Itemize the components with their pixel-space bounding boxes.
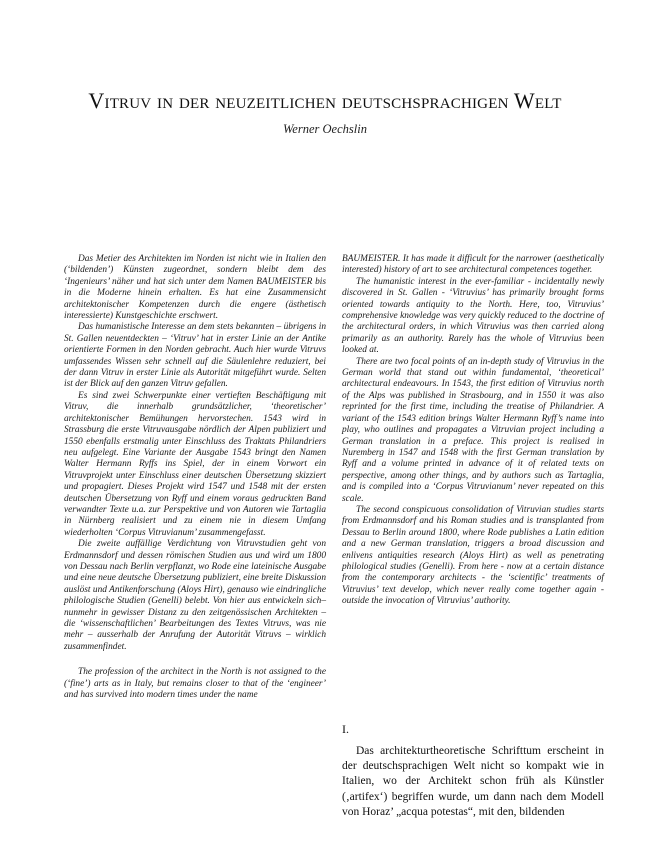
abstract-column-right: [342, 254, 604, 608]
abstract-de-paragraph: Die zweite auffällige Verdichtung von Vitruvstudien geht von Erdmannsdorf und dessen römischen Studien aus und wird um 1800 von Dessau nach Berlin verpflanzt, wo Rode eine lateinische Ausgabe und eine neue deutsche Übersetzung publiziert, eine breite Diskussion auslöst und Antikenforschung (Aloys Hirt), genauso wie eindringliche philologische Studien (Genelli) belebt. Von hier aus entwickeln sich– nunmehr in gewisser Distanz zu den zeitgenössischen Architekten – die ‘wissenschaftlichen’ Bearbeitungen des Textes Vitruvs, was nie mehr – ausserhalb der Anrufung der Autorität Vitruvs – wirklich zusammenfindet.: [64, 539, 327, 652]
abstract-de-paragraph: Das Metier des Architekten im Norden ist nicht wie in Italien den (‘bildenden’) Künsten zugeordnet, sondern bleibt dem des ‘Ingenieurs’ näher und hat sich unter dem Namen BAUMEISTER bis in die Moderne hinein erhalten. Es hat eine Zusammensicht architektonischer Kompetenzen durch die engere (ästhetisch interessierte) Kunstgeschichte erschwert.: [64, 254, 326, 322]
body-paragraph: Das architekturtheoretische Schrifttum erscheint in der deutschsprachigen Welt nicht so kompakt wie in Italien, wo der Architekt schon früh als Künstler (‚artifex‘) begriffen wurde, um dann nach dem Modell von Horaz’ „acqua potestas“, mit den, bildenden: [342, 745, 604, 818]
abstract-en-paragraph: BAUMEISTER. It has made it difficult for the narrower (aesthetically interested) history of art to see architectural competences together.: [342, 254, 604, 276]
abstract-de-paragraph: Es sind zwei Schwerpunkte einer vertieften Beschäftigung mit Vitruv, die innerhalb grundsätzlicher, ‘theoretischer’ architektonischer Bemühungen hervorstechen. 1543 wird in Strassburg die erste Vitruvausgabe nördlich der Alpen publiziert und 1550 ebenfalls erstmalig unter Einschluss des Traktats Philandriers neu aufgelegt. Eine Variante der Ausgabe 1543 bringt den Namen Walter Hermann Ryffs ins Spiel, der in einem Vorwort ein Vitruvprojekt unter Einschluss einer deutschen Übersetzung skizziert und propagiert. Dieses Projekt wird 1547 und 1548 mit der ersten deutschen Übersetzung von Ryff und einem voraus gedruckten Band verwandter Texte u.a. zur Perspektive und von Autoren wie Tartaglia in Nürnberg realisiert und zu einem nie in diesem Umfang wiederholten ‘Corpus Vitruvianum’ zusammengefasst.: [64, 390, 326, 538]
abstract-de-paragraph: Das humanistische Interesse an dem stets bekannten – übrigens in St. Gallen neuentdeckten – ‘Vitruv’ hat in erster Linie an der Antike orientierte Formen in den Norden gebracht. Auch hier wurde Vitruvs umfassendes Wissen sehr schnell auf die Säulenlehre reduziert, bei der dann Vitruv in erster Linie als Autorität mitgeführt wurde. Selten ist der Blick auf den ganzen Vitruv gefallen.: [64, 322, 326, 390]
section-heading: I.: [342, 722, 349, 736]
body-text: [342, 744, 604, 820]
author-name: Werner Oechslin: [283, 122, 367, 136]
abstract-en-paragraph: The profession of the architect in the North is not assigned to the (‘fine’) arts as in Italy, but remains closer to that of the ‘engineer’ and has survived into modern times under the name: [64, 667, 326, 701]
abstract-en-paragraph: The humanistic interest in the ever-familiar - incidentally newly discovered in St. Gallen - ‘Vitruvius’ has primarily brought forms oriented towards antiquity to the North. Here, too, Vitruvius’ comprehensive knowledge was very quickly reduced to the doctrine of the architectural orders, in which Vitruvius was then carried along primarily as an authority. Rarely has the whole of Vitruvius been looked at.: [342, 276, 604, 356]
abstract-column-left: [64, 254, 326, 701]
abstract-en-paragraph: The second conspicuous consolidation of Vitruvian studies starts from Erdmannsdorf and his Roman studies and is transplanted from Dessau to Berlin around 1800, where Rode publishes a Latin edition and a new German translation, triggers a broad discussion and enlivens antiquities research (Aloys Hirt) as well as penetrating philological studies (Genelli). From here - now at a certain distance from the contemporary architects - the ‘scientific’ treatments of Vitruvius’ text develop, which never really come together again - outside the invocation of Vitruvius’ authority.: [342, 504, 604, 607]
paper-title: Vitruv in der neuzeitlichen deutschsprachigen Welt: [88, 88, 562, 113]
abstract-en-paragraph: There are two focal points of an in-depth study of Vitruvius in the German world that stand out within fundamental, ‘theoretical’ architectural endeavours. In 1543, the first edition of Vitruvius north of the Alps was published in Strasbourg, and in 1550 it was also reprinted for the first time, including the treatise of Philandrier. A variant of the 1543 edition brings Walter Hermann Ryff’s name into play, who outlines and propagates a Vitruvian project including a German translation in a preface. This project is realised in Nuremberg in 1547 and 1548 with the first German translation by Ryff and a volume printed in advance of it of related texts on perspective, among other things, and by authors such as Tartaglia, and is compiled into a ‘Corpus Vitruvianum’ never repeated on this scale.: [342, 356, 604, 504]
